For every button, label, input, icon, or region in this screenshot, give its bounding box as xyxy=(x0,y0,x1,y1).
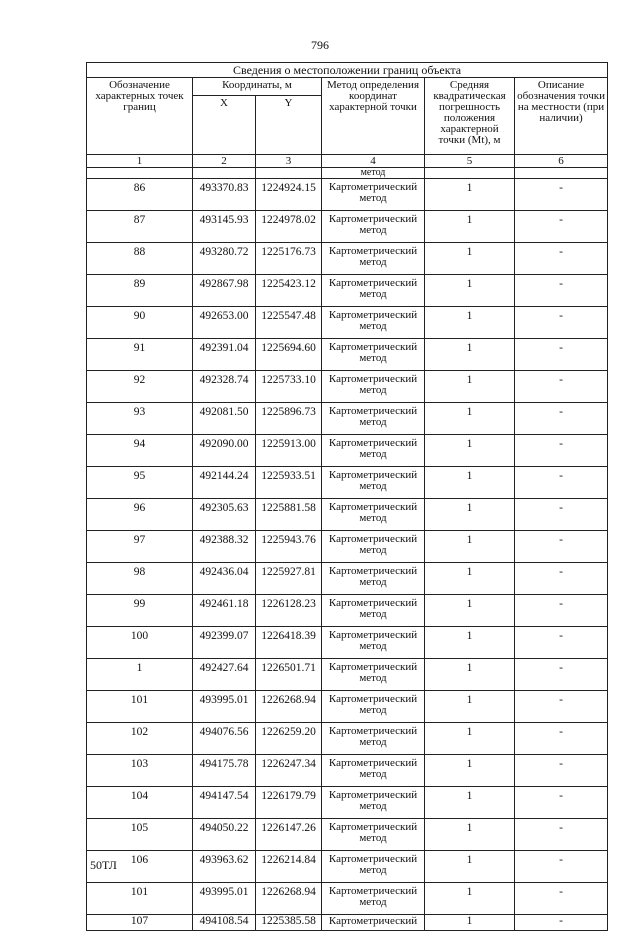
table-caption: Сведения о местоположении границ объекта xyxy=(87,63,608,78)
method-cell: Картометрический метод xyxy=(322,723,425,755)
table-row xyxy=(87,531,608,563)
x-cell: 494050.22 xyxy=(193,819,256,851)
error-cell: 1 xyxy=(425,467,515,499)
y-cell: 1225881.58 xyxy=(256,499,322,531)
method-cell: Картометрический метод xyxy=(322,883,425,915)
x-cell: 494108.54 xyxy=(193,915,256,931)
x-cell: 493280.72 xyxy=(193,243,256,275)
point-cell: 93 xyxy=(87,403,193,435)
method-cell: Картометрический xyxy=(322,915,425,931)
x-cell: 492144.24 xyxy=(193,467,256,499)
point-cell: 92 xyxy=(87,371,193,403)
x-cell: 493963.62 xyxy=(193,851,256,883)
method-cell: Картометрический метод xyxy=(322,563,425,595)
y-cell: 1226179.79 xyxy=(256,787,322,819)
x-cell: 492391.04 xyxy=(193,339,256,371)
x-cell: 492461.18 xyxy=(193,595,256,627)
point-cell: 90 xyxy=(87,307,193,339)
y-cell: 1224924.15 xyxy=(256,179,322,211)
error-cell: 1 xyxy=(425,307,515,339)
description-cell: - xyxy=(515,307,608,339)
error-cell: 1 xyxy=(425,627,515,659)
y-cell: 1225913.00 xyxy=(256,435,322,467)
description-cell: - xyxy=(515,403,608,435)
table-row xyxy=(87,659,608,691)
table-caption-row xyxy=(87,63,608,78)
error-cell: 1 xyxy=(425,211,515,243)
method-cell: Картометрический метод xyxy=(322,179,425,211)
description-cell: - xyxy=(515,915,608,931)
description-cell: - xyxy=(515,595,608,627)
method-cell: Картометрический метод xyxy=(322,467,425,499)
table-row xyxy=(87,723,608,755)
point-cell: 97 xyxy=(87,531,193,563)
error-cell: 1 xyxy=(425,531,515,563)
column-number-row xyxy=(87,155,608,168)
table-row xyxy=(87,851,608,883)
y-cell: 1225694.60 xyxy=(256,339,322,371)
error-cell: 1 xyxy=(425,819,515,851)
method-cell: Картометрический метод xyxy=(322,339,425,371)
x-cell: 492305.63 xyxy=(193,499,256,531)
method-cell: Картометрический метод xyxy=(322,691,425,723)
description-cell: - xyxy=(515,531,608,563)
column-number: 4 xyxy=(322,155,425,168)
x-cell: 492427.64 xyxy=(193,659,256,691)
table-row xyxy=(87,243,608,275)
x-cell: 492090.00 xyxy=(193,435,256,467)
table-row xyxy=(87,627,608,659)
footer-code: 50ТЛ xyxy=(90,858,117,872)
column-number: 5 xyxy=(425,155,515,168)
point-cell: 105 xyxy=(87,819,193,851)
y-cell: 1225385.58 xyxy=(256,915,322,931)
error-cell: 1 xyxy=(425,755,515,787)
x-cell: 492081.50 xyxy=(193,403,256,435)
table-row xyxy=(87,467,608,499)
header-coordinates: Координаты, м xyxy=(193,78,322,96)
x-cell: 492399.07 xyxy=(193,627,256,659)
description-cell: - xyxy=(515,499,608,531)
point-cell: 96 xyxy=(87,499,193,531)
y-cell: 1226214.84 xyxy=(256,851,322,883)
x-cell: 492653.00 xyxy=(193,307,256,339)
header-y: Y xyxy=(256,96,322,155)
y-cell: 1225176.73 xyxy=(256,243,322,275)
header-x: X xyxy=(193,96,256,155)
x-cell: 492867.98 xyxy=(193,275,256,307)
point-cell: 102 xyxy=(87,723,193,755)
description-cell: - xyxy=(515,339,608,371)
error-cell: 1 xyxy=(425,915,515,931)
x-cell: 492436.04 xyxy=(193,563,256,595)
table-row xyxy=(87,499,608,531)
y-cell: 1226259.20 xyxy=(256,723,322,755)
error-cell: 1 xyxy=(425,659,515,691)
method-cell: Картометрический метод xyxy=(322,755,425,787)
boundary-coordinates-table xyxy=(86,62,608,931)
description-cell: - xyxy=(515,691,608,723)
error-cell: 1 xyxy=(425,243,515,275)
error-cell: 1 xyxy=(425,275,515,307)
point-cell: 98 xyxy=(87,563,193,595)
y-cell: 1225423.12 xyxy=(256,275,322,307)
description-cell: - xyxy=(515,627,608,659)
header-designation: Обозначение характерных точек границ xyxy=(87,78,193,155)
description-cell: - xyxy=(515,851,608,883)
error-cell: 1 xyxy=(425,883,515,915)
method-cell: Картометрический метод xyxy=(322,435,425,467)
method-cell: Картометрический метод xyxy=(322,307,425,339)
point-cell: 103 xyxy=(87,755,193,787)
continued-row xyxy=(87,168,608,179)
error-cell: 1 xyxy=(425,595,515,627)
point-cell: 101 xyxy=(87,883,193,915)
y-cell: 1226247.34 xyxy=(256,755,322,787)
method-cell: Картометрический метод xyxy=(322,851,425,883)
x-cell: 493995.01 xyxy=(193,691,256,723)
error-cell: 1 xyxy=(425,403,515,435)
method-cell: Картометрический метод xyxy=(322,211,425,243)
y-cell: 1225943.76 xyxy=(256,531,322,563)
point-cell: 89 xyxy=(87,275,193,307)
method-cell: Картометрический метод xyxy=(322,819,425,851)
error-cell: 1 xyxy=(425,787,515,819)
error-cell: 1 xyxy=(425,435,515,467)
table-row xyxy=(87,435,608,467)
table-row xyxy=(87,307,608,339)
description-cell: - xyxy=(515,371,608,403)
x-cell: 494147.54 xyxy=(193,787,256,819)
description-cell: - xyxy=(515,659,608,691)
description-cell: - xyxy=(515,755,608,787)
y-cell: 1226418.39 xyxy=(256,627,322,659)
method-cell: Картометрический метод xyxy=(322,403,425,435)
x-cell: 493370.83 xyxy=(193,179,256,211)
y-cell: 1225733.10 xyxy=(256,371,322,403)
description-cell: - xyxy=(515,883,608,915)
error-cell: 1 xyxy=(425,499,515,531)
table-row xyxy=(87,371,608,403)
table-row xyxy=(87,275,608,307)
method-cell: Картометрический метод xyxy=(322,243,425,275)
column-number: 2 xyxy=(193,155,256,168)
y-cell: 1225933.51 xyxy=(256,467,322,499)
point-cell: 91 xyxy=(87,339,193,371)
header-description: Описание обозначения точки на местности (при наличии) xyxy=(515,78,608,155)
x-cell: 492328.74 xyxy=(193,371,256,403)
x-cell: 493995.01 xyxy=(193,883,256,915)
header-method: Метод определения координат характерной точки xyxy=(322,78,425,155)
y-cell: 1226501.71 xyxy=(256,659,322,691)
point-cell: 101 xyxy=(87,691,193,723)
page-number: 796 xyxy=(311,38,329,52)
error-cell: 1 xyxy=(425,723,515,755)
description-cell: - xyxy=(515,243,608,275)
point-cell: 94 xyxy=(87,435,193,467)
description-cell: - xyxy=(515,179,608,211)
y-cell: 1225896.73 xyxy=(256,403,322,435)
error-cell: 1 xyxy=(425,179,515,211)
point-cell: 107 xyxy=(87,915,193,931)
error-cell: 1 xyxy=(425,851,515,883)
error-cell: 1 xyxy=(425,371,515,403)
point-cell: 95 xyxy=(87,467,193,499)
error-cell: 1 xyxy=(425,691,515,723)
description-cell: - xyxy=(515,563,608,595)
table-row xyxy=(87,211,608,243)
description-cell: - xyxy=(515,723,608,755)
y-cell: 1226268.94 xyxy=(256,691,322,723)
description-cell: - xyxy=(515,435,608,467)
error-cell: 1 xyxy=(425,339,515,371)
y-cell: 1226268.94 xyxy=(256,883,322,915)
description-cell: - xyxy=(515,467,608,499)
method-cell: Картометрический метод xyxy=(322,371,425,403)
table-row-last xyxy=(87,915,608,931)
point-cell: 100 xyxy=(87,627,193,659)
point-cell: 88 xyxy=(87,243,193,275)
method-cell: Картометрический метод xyxy=(322,275,425,307)
y-cell: 1226147.26 xyxy=(256,819,322,851)
table-row xyxy=(87,563,608,595)
table-row xyxy=(87,403,608,435)
y-cell: 1225927.81 xyxy=(256,563,322,595)
column-number: 3 xyxy=(256,155,322,168)
error-cell: 1 xyxy=(425,563,515,595)
x-cell: 492388.32 xyxy=(193,531,256,563)
x-cell: 494175.78 xyxy=(193,755,256,787)
description-cell: - xyxy=(515,787,608,819)
y-cell: 1225547.48 xyxy=(256,307,322,339)
y-cell: 1226128.23 xyxy=(256,595,322,627)
x-cell: 494076.56 xyxy=(193,723,256,755)
table-row xyxy=(87,691,608,723)
table-row xyxy=(87,755,608,787)
method-cell: Картометрический метод xyxy=(322,787,425,819)
table-row xyxy=(87,595,608,627)
method-cell: Картометрический метод xyxy=(322,499,425,531)
table-row xyxy=(87,179,608,211)
description-cell: - xyxy=(515,819,608,851)
table-row xyxy=(87,787,608,819)
table-row xyxy=(87,819,608,851)
column-number: 1 xyxy=(87,155,193,168)
table-row xyxy=(87,339,608,371)
point-cell: 99 xyxy=(87,595,193,627)
continued-method: метод xyxy=(322,168,425,179)
column-number: 6 xyxy=(515,155,608,168)
method-cell: Картометрический метод xyxy=(322,595,425,627)
x-cell: 493145.93 xyxy=(193,211,256,243)
point-cell: 1 xyxy=(87,659,193,691)
point-cell: 87 xyxy=(87,211,193,243)
description-cell: - xyxy=(515,211,608,243)
method-cell: Картометрический метод xyxy=(322,531,425,563)
y-cell: 1224978.02 xyxy=(256,211,322,243)
method-cell: Картометрический метод xyxy=(322,659,425,691)
method-cell: Картометрический метод xyxy=(322,627,425,659)
description-cell: - xyxy=(515,275,608,307)
header-error: Средняя квадратическая погрешность положения характерной точки (Mt), м xyxy=(425,78,515,155)
point-cell: 86 xyxy=(87,179,193,211)
header-row xyxy=(87,78,608,96)
point-cell: 106 xyxy=(87,851,193,883)
point-cell: 104 xyxy=(87,787,193,819)
